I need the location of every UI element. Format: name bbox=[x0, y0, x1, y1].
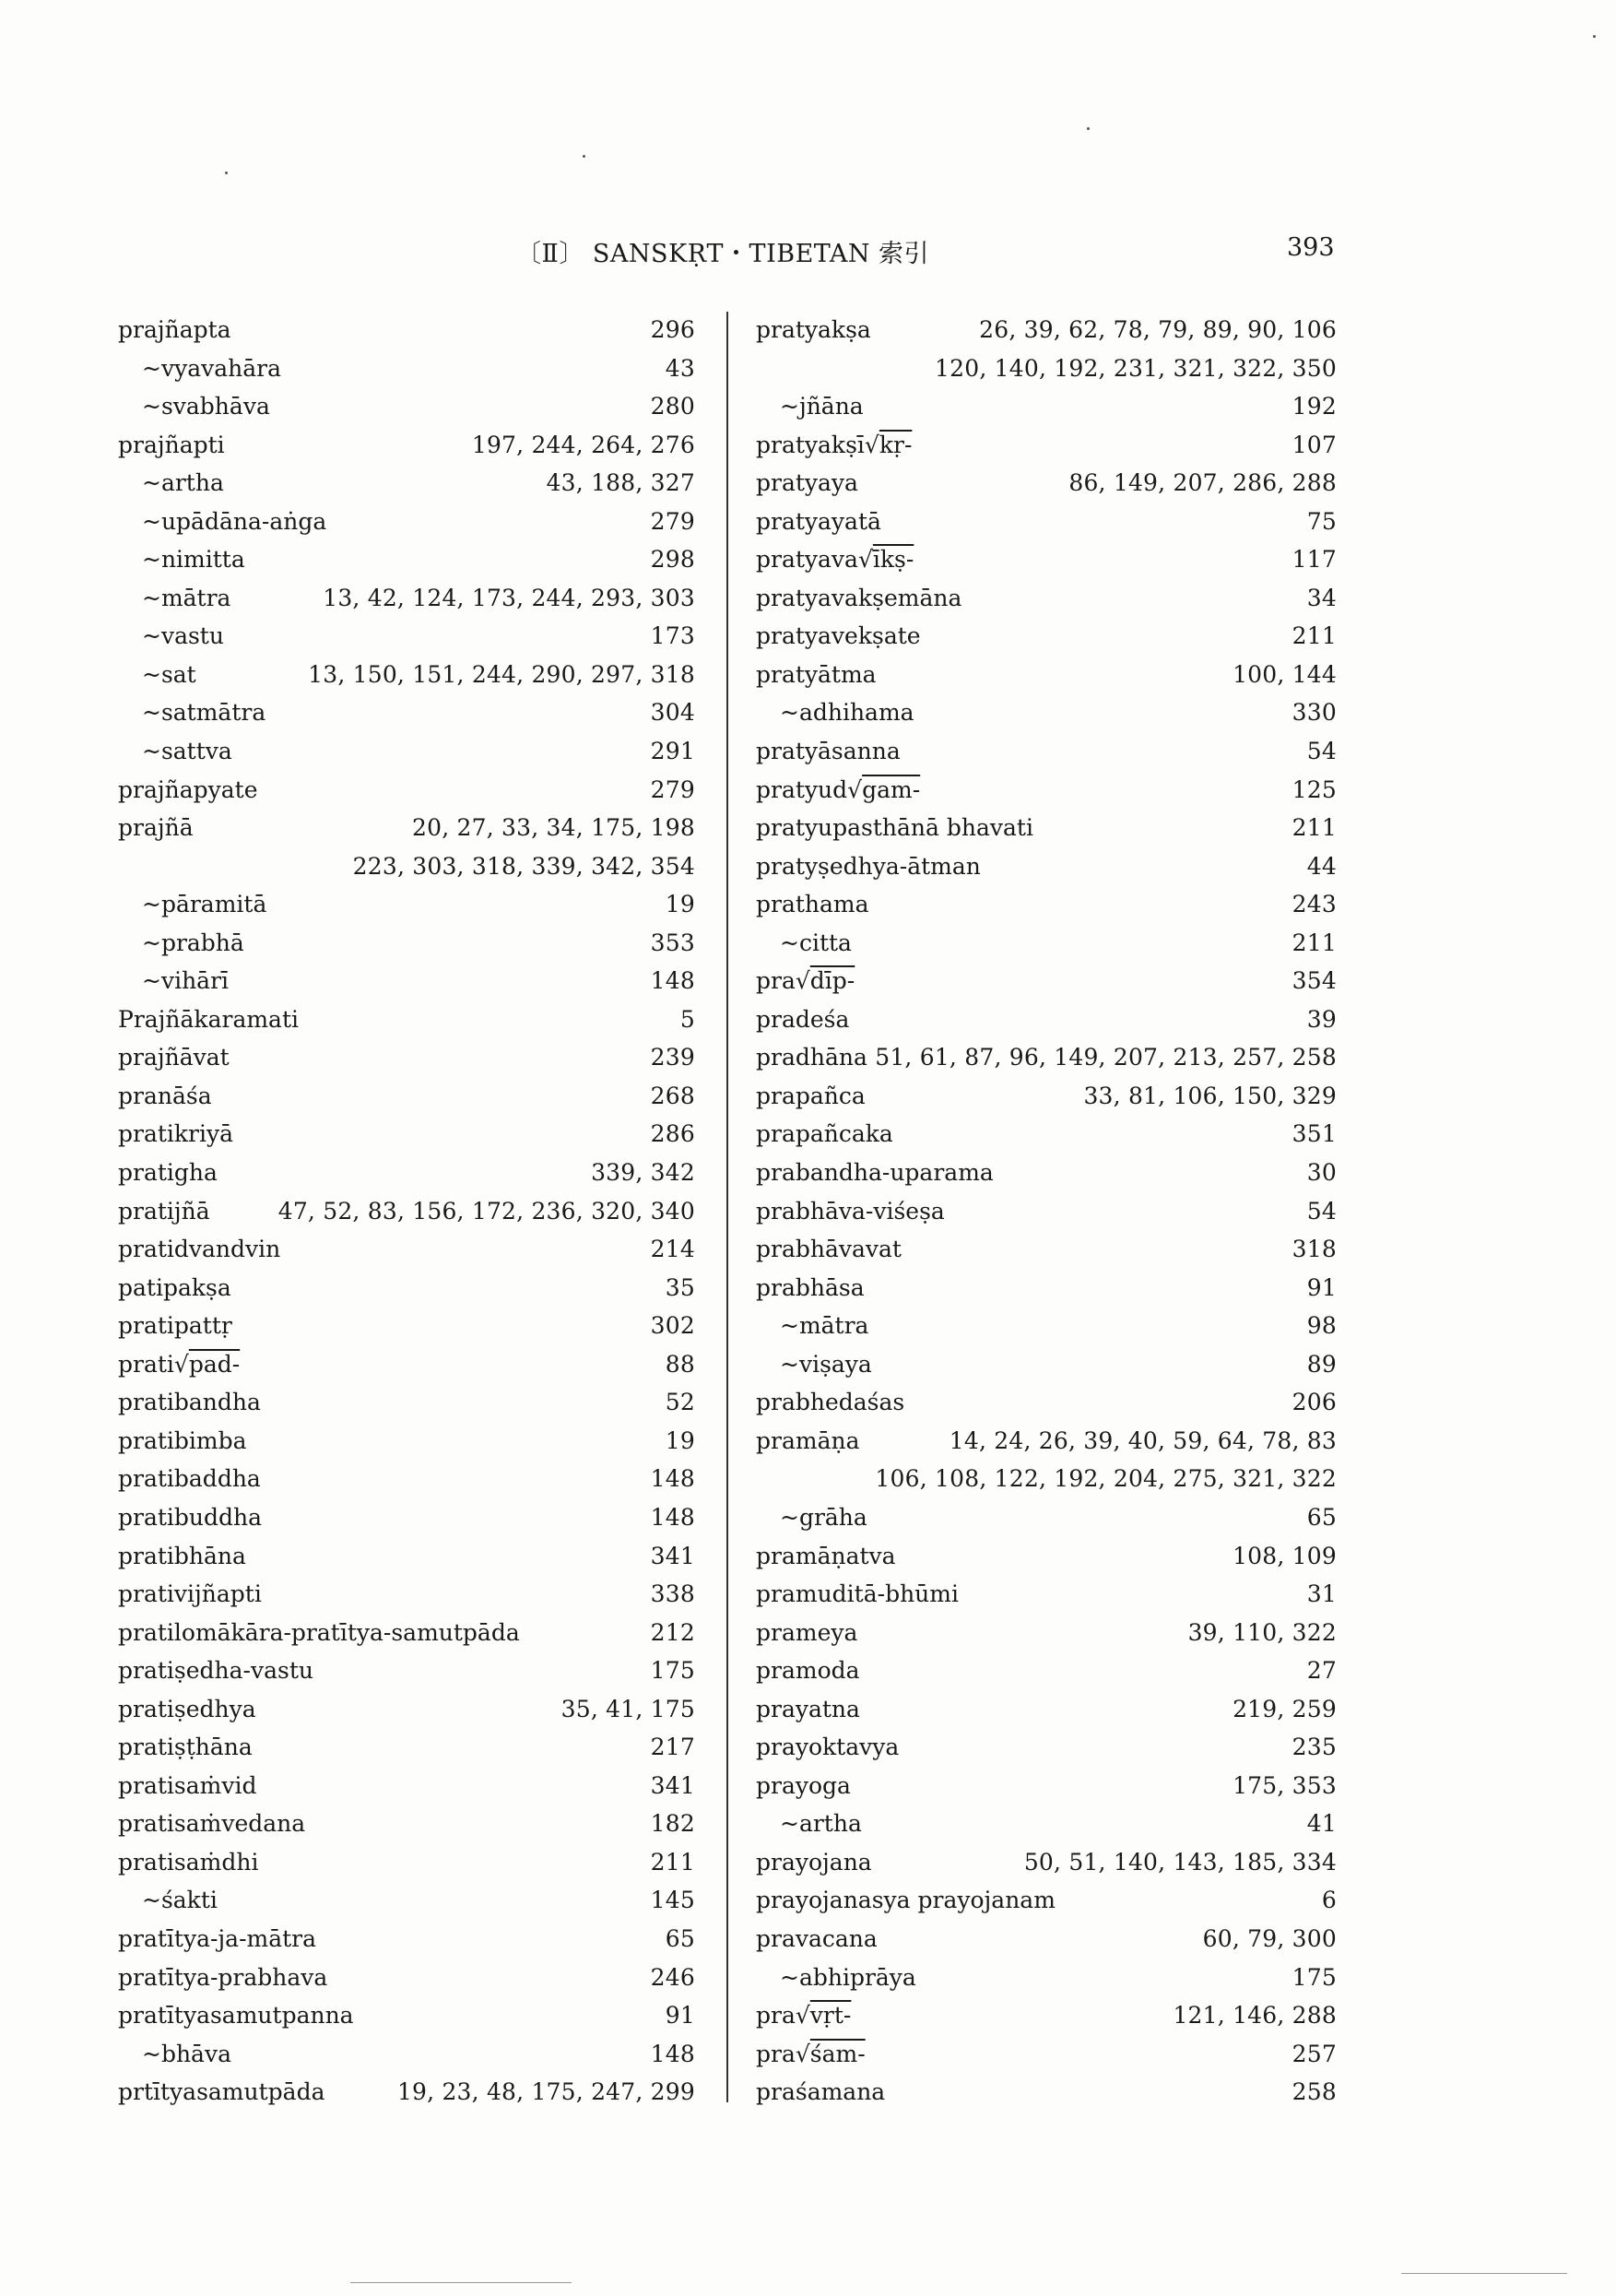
index-pages: 89 bbox=[1306, 1350, 1337, 1378]
index-term: ~pāramitā bbox=[142, 891, 267, 918]
index-term: prajñā bbox=[118, 814, 194, 842]
index-pages: 60, 79, 300 bbox=[1202, 1924, 1337, 1952]
index-entry bbox=[756, 1614, 1337, 1652]
index-pages: 279 bbox=[650, 507, 695, 535]
index-term: pratītya-ja-mātra bbox=[118, 1924, 317, 1952]
index-term: ~śakti bbox=[142, 1887, 218, 1914]
index-pages: 31 bbox=[1306, 1580, 1337, 1608]
index-entry bbox=[756, 1192, 1337, 1231]
index-entry bbox=[756, 617, 1337, 656]
index-term: pratyātma bbox=[756, 660, 877, 688]
index-term: pratyud√gam- bbox=[756, 775, 921, 803]
index-entry bbox=[756, 426, 1337, 465]
index-entry bbox=[118, 1843, 695, 1882]
index-term: Prajñākaramati bbox=[118, 1005, 299, 1033]
scan-speck bbox=[1593, 35, 1596, 38]
index-entry bbox=[118, 617, 695, 656]
index-entry bbox=[756, 1077, 1337, 1116]
index-column-left bbox=[118, 311, 695, 2112]
index-entry bbox=[756, 1460, 1337, 1498]
index-pages: 19, 23, 48, 175, 247, 299 bbox=[396, 2078, 695, 2106]
index-entry bbox=[118, 1996, 695, 2035]
index-entry bbox=[118, 2073, 695, 2112]
index-entry bbox=[118, 1115, 695, 1154]
index-pages: 217 bbox=[650, 1734, 695, 1761]
index-entry bbox=[118, 1422, 695, 1461]
scan-edge-line bbox=[1401, 2273, 1567, 2274]
index-pages: 120, 140, 192, 231, 321, 322, 350 bbox=[935, 354, 1337, 382]
index-term: pratibuddha bbox=[118, 1503, 263, 1531]
index-term: pratyayatā bbox=[756, 507, 881, 535]
index-term: pratigha bbox=[118, 1159, 218, 1187]
index-term: pratijñā bbox=[118, 1197, 210, 1225]
index-term: ~mātra bbox=[780, 1312, 869, 1340]
index-term: ~vyavahāra bbox=[142, 354, 281, 382]
index-entry bbox=[118, 1575, 695, 1614]
index-entry bbox=[118, 1767, 695, 1805]
index-pages: 279 bbox=[650, 775, 695, 803]
index-pages: 100, 144 bbox=[1233, 660, 1337, 688]
index-pages: 341 bbox=[650, 1542, 695, 1569]
index-pages: 117 bbox=[1292, 546, 1337, 574]
index-entry bbox=[756, 656, 1337, 694]
index-pages: 54 bbox=[1306, 738, 1337, 765]
index-pages: 258 bbox=[1292, 2078, 1337, 2106]
index-term: pratipattṛ bbox=[118, 1312, 232, 1340]
index-term: pramoda bbox=[756, 1657, 860, 1685]
index-term: prayojana bbox=[756, 1848, 872, 1876]
index-entry bbox=[756, 579, 1337, 618]
index-term: pratisaṁdhi bbox=[118, 1848, 259, 1876]
index-term: prativijñapti bbox=[118, 1580, 262, 1608]
index-entry bbox=[756, 847, 1337, 886]
index-entry bbox=[118, 387, 695, 426]
page-number: 393 bbox=[1287, 233, 1335, 262]
index-pages: 19 bbox=[665, 1426, 695, 1454]
index-entry bbox=[756, 885, 1337, 924]
index-entry bbox=[756, 693, 1337, 732]
index-pages: 197, 244, 264, 276 bbox=[471, 431, 695, 458]
index-pages: 211 bbox=[1292, 929, 1337, 956]
index-term: pratibaddha bbox=[118, 1465, 261, 1493]
index-term: ~upādāna-aṅga bbox=[142, 507, 327, 535]
index-pages: 47, 52, 83, 156, 172, 236, 320, 340 bbox=[277, 1197, 695, 1225]
index-term: ~vastu bbox=[142, 622, 224, 650]
index-pages: 318 bbox=[1292, 1236, 1337, 1263]
index-pages: 30 bbox=[1306, 1159, 1337, 1187]
index-pages: 298 bbox=[650, 546, 695, 574]
index-term: prathama bbox=[756, 891, 869, 918]
index-pages: 304 bbox=[650, 699, 695, 727]
index-pages: 35 bbox=[665, 1273, 695, 1301]
index-term: pra√śam- bbox=[756, 2040, 866, 2067]
index-term: ~sattva bbox=[142, 738, 232, 765]
index-term: prati√pad- bbox=[118, 1350, 241, 1378]
index-term: prayoga bbox=[756, 1771, 851, 1799]
index-pages: 296 bbox=[650, 316, 695, 343]
index-entry bbox=[756, 771, 1337, 810]
index-term: ~grāha bbox=[780, 1503, 867, 1531]
index-entry bbox=[756, 1000, 1337, 1039]
index-pages: 19 bbox=[665, 891, 695, 918]
index-term: prajñāvat bbox=[118, 1044, 230, 1071]
index-entry bbox=[756, 732, 1337, 771]
index-term: pra√vṛt- bbox=[756, 2002, 852, 2030]
index-term: pradhāna bbox=[756, 1044, 867, 1071]
index-term: pratibandha bbox=[118, 1389, 261, 1416]
index-pages: 211 bbox=[1292, 622, 1337, 650]
index-entry bbox=[118, 2035, 695, 2074]
index-term: pratītyasamutpanna bbox=[118, 2002, 354, 2030]
index-term: pratītya-prabhava bbox=[118, 1963, 328, 1991]
index-entry bbox=[756, 1269, 1337, 1308]
index-term: pramāṇa bbox=[756, 1426, 860, 1454]
index-pages: 91 bbox=[1306, 1273, 1337, 1301]
index-pages: 43, 188, 327 bbox=[546, 469, 695, 497]
index-pages: 330 bbox=[1292, 699, 1337, 727]
index-entry bbox=[756, 464, 1337, 503]
index-entry bbox=[118, 693, 695, 732]
index-entry bbox=[756, 387, 1337, 426]
index-term: pratisaṁvid bbox=[118, 1771, 257, 1799]
index-term: pratyavekṣate bbox=[756, 622, 921, 650]
index-pages: 27 bbox=[1306, 1657, 1337, 1685]
index-entry bbox=[118, 847, 695, 886]
index-entry bbox=[118, 349, 695, 388]
index-term: prabandha-uparama bbox=[756, 1159, 994, 1187]
index-entry bbox=[756, 924, 1337, 963]
index-term: prajñapyate bbox=[118, 775, 258, 803]
index-term: pratilomākāra-pratītya-samutpāda bbox=[118, 1618, 520, 1646]
index-pages: 65 bbox=[665, 1924, 695, 1952]
index-entry bbox=[756, 1154, 1337, 1192]
index-entry bbox=[118, 885, 695, 924]
index-entry bbox=[756, 1422, 1337, 1461]
index-entry bbox=[756, 1805, 1337, 1843]
index-term: praśamana bbox=[756, 2078, 886, 2106]
index-pages: 239 bbox=[650, 1044, 695, 1071]
scan-edge-line bbox=[350, 2282, 572, 2283]
index-term: pravacana bbox=[756, 1924, 878, 1952]
index-entry bbox=[756, 1996, 1337, 2035]
index-entry bbox=[756, 1843, 1337, 1882]
index-entry bbox=[118, 1307, 695, 1345]
index-entry bbox=[118, 1959, 695, 1997]
index-pages: 173 bbox=[650, 622, 695, 650]
index-pages: 52 bbox=[665, 1389, 695, 1416]
index-pages: 211 bbox=[650, 1848, 695, 1876]
index-pages: 211 bbox=[1292, 814, 1337, 842]
index-term: ~prabhā bbox=[142, 929, 244, 956]
index-pages: 34 bbox=[1306, 584, 1337, 611]
index-term: prayojanasya prayojanam bbox=[756, 1887, 1056, 1914]
index-pages: 206 bbox=[1292, 1389, 1337, 1416]
index-pages: 148 bbox=[650, 2040, 695, 2067]
index-pages: 175 bbox=[1292, 1963, 1337, 1991]
index-term: ~sat bbox=[142, 660, 196, 688]
index-term: prapañca bbox=[756, 1082, 866, 1109]
index-entry bbox=[756, 2035, 1337, 2074]
index-entry bbox=[118, 1192, 695, 1231]
index-entry bbox=[118, 1460, 695, 1498]
index-pages: 219, 259 bbox=[1233, 1695, 1337, 1722]
index-term: pratyavakṣemāna bbox=[756, 584, 962, 611]
index-term: ~vihārī bbox=[142, 967, 230, 995]
index-entry bbox=[756, 1115, 1337, 1154]
index-pages: 257 bbox=[1292, 2040, 1337, 2067]
scan-speck bbox=[225, 172, 228, 174]
index-term: pratyṣedhya-ātman bbox=[756, 852, 981, 880]
index-term: pratiṣedha-vastu bbox=[118, 1657, 313, 1685]
index-pages: 223, 303, 318, 339, 342, 354 bbox=[352, 852, 695, 880]
index-pages: 351 bbox=[1292, 1120, 1337, 1148]
index-entry bbox=[756, 962, 1337, 1000]
index-term: ~adhihama bbox=[780, 699, 914, 727]
index-entry bbox=[118, 809, 695, 847]
index-pages: 302 bbox=[650, 1312, 695, 1340]
index-entry bbox=[756, 1575, 1337, 1614]
index-pages: 86, 149, 207, 286, 288 bbox=[1068, 469, 1337, 497]
index-pages: 280 bbox=[650, 393, 695, 420]
index-term: pradeśa bbox=[756, 1005, 850, 1033]
index-entry bbox=[118, 426, 695, 465]
scan-speck bbox=[583, 155, 585, 158]
index-term: ~abhiprāya bbox=[780, 1963, 916, 1991]
index-entry bbox=[756, 1881, 1337, 1920]
index-pages: 88 bbox=[665, 1350, 695, 1378]
index-pages: 212 bbox=[650, 1618, 695, 1646]
page-header bbox=[0, 233, 1616, 270]
index-entry bbox=[118, 1728, 695, 1767]
index-term: pratibimba bbox=[118, 1426, 247, 1454]
index-entry bbox=[118, 311, 695, 349]
index-pages: 338 bbox=[650, 1580, 695, 1608]
index-term: prajñapti bbox=[118, 431, 225, 458]
index-entry bbox=[756, 1038, 1337, 1077]
index-entry bbox=[756, 349, 1337, 388]
index-pages: 175, 353 bbox=[1233, 1771, 1337, 1799]
index-entry bbox=[756, 1728, 1337, 1767]
index-pages: 39, 110, 322 bbox=[1187, 1618, 1337, 1646]
index-term: prtītyasamutpāda bbox=[118, 2078, 325, 2106]
index-entry bbox=[756, 1537, 1337, 1576]
index-entry bbox=[118, 1269, 695, 1308]
index-entry bbox=[118, 1383, 695, 1422]
index-entry bbox=[756, 1383, 1337, 1422]
index-pages: 192 bbox=[1292, 393, 1337, 420]
index-pages: 354 bbox=[1292, 967, 1337, 995]
index-pages: 339, 342 bbox=[591, 1159, 695, 1187]
index-entry bbox=[118, 503, 695, 541]
index-entry bbox=[756, 1651, 1337, 1690]
index-entry bbox=[118, 732, 695, 771]
index-pages: 13, 42, 124, 173, 244, 293, 303 bbox=[323, 584, 695, 611]
index-pages: 108, 109 bbox=[1233, 1542, 1337, 1569]
index-entry bbox=[756, 1498, 1337, 1537]
index-term: pratyava√īkṣ- bbox=[756, 546, 914, 574]
index-entry bbox=[118, 579, 695, 618]
index-entry bbox=[118, 1000, 695, 1039]
index-entry bbox=[756, 1345, 1337, 1384]
index-pages: 5 bbox=[679, 1005, 695, 1033]
index-term: ~svabhāva bbox=[142, 393, 270, 420]
index-entry bbox=[756, 809, 1337, 847]
index-pages: 286 bbox=[650, 1120, 695, 1148]
index-pages: 20, 27, 33, 34, 175, 198 bbox=[412, 814, 695, 842]
index-entry bbox=[756, 1307, 1337, 1345]
index-term: prayatna bbox=[756, 1695, 860, 1722]
index-pages: 50, 51, 140, 143, 185, 334 bbox=[1023, 1848, 1337, 1876]
index-pages: 121, 146, 288 bbox=[1173, 2002, 1337, 2030]
index-entry bbox=[756, 311, 1337, 349]
index-term: prabhedaśas bbox=[756, 1389, 905, 1416]
index-entry bbox=[118, 1920, 695, 1959]
index-term: pramuditā-bhūmi bbox=[756, 1580, 959, 1608]
index-entry bbox=[118, 1805, 695, 1843]
index-entry bbox=[756, 1230, 1337, 1269]
index-term: pratyakṣī√kṛ- bbox=[756, 431, 913, 458]
index-pages: 246 bbox=[650, 1963, 695, 1991]
column-divider bbox=[726, 312, 728, 2102]
index-entry bbox=[118, 1537, 695, 1576]
index-pages: 91 bbox=[665, 2002, 695, 2030]
index-term: pramāṇatva bbox=[756, 1542, 896, 1569]
index-term: ~citta bbox=[780, 929, 852, 956]
running-title: 〔Ⅱ〕 SANSKṚT・TIBETAN 索引 bbox=[516, 240, 930, 268]
index-term: ~jñāna bbox=[780, 393, 864, 420]
index-entry bbox=[118, 464, 695, 503]
index-pages: 106, 108, 122, 192, 204, 275, 321, 322 bbox=[875, 1465, 1337, 1493]
index-term: ~nimitta bbox=[142, 546, 245, 574]
index-pages: 145 bbox=[650, 1887, 695, 1914]
index-pages: 148 bbox=[650, 1465, 695, 1493]
index-entry bbox=[756, 2073, 1337, 2112]
index-pages: 35, 41, 175 bbox=[560, 1695, 695, 1722]
index-pages: 41 bbox=[1306, 1810, 1337, 1838]
index-entry bbox=[118, 1881, 695, 1920]
index-pages: 65 bbox=[1306, 1503, 1337, 1531]
index-column-right bbox=[756, 311, 1337, 2112]
index-term: prapañcaka bbox=[756, 1120, 893, 1148]
index-term: pratyupasthānā bhavati bbox=[756, 814, 1033, 842]
index-pages: 107 bbox=[1292, 431, 1337, 458]
index-pages: 6 bbox=[1321, 1887, 1337, 1914]
index-pages: 44 bbox=[1306, 852, 1337, 880]
index-pages: 353 bbox=[650, 929, 695, 956]
index-term: ~artha bbox=[142, 469, 224, 497]
index-entry bbox=[756, 1959, 1337, 1997]
index-pages: 39 bbox=[1306, 1005, 1337, 1033]
index-pages: 341 bbox=[650, 1771, 695, 1799]
index-pages: 235 bbox=[1292, 1734, 1337, 1761]
index-pages: 14, 24, 26, 39, 40, 59, 64, 78, 83 bbox=[949, 1426, 1337, 1454]
index-term: prayoktavya bbox=[756, 1734, 900, 1761]
index-entry bbox=[118, 1230, 695, 1269]
index-pages: 26, 39, 62, 78, 79, 89, 90, 106 bbox=[979, 316, 1337, 343]
index-entry bbox=[118, 1345, 695, 1384]
index-entry bbox=[118, 1498, 695, 1537]
index-pages: 268 bbox=[650, 1082, 695, 1109]
index-pages: 125 bbox=[1292, 775, 1337, 803]
index-entry bbox=[756, 503, 1337, 541]
index-entry bbox=[756, 1767, 1337, 1805]
index-pages: 243 bbox=[1292, 891, 1337, 918]
index-pages: 148 bbox=[650, 1503, 695, 1531]
index-term: ~bhāva bbox=[142, 2040, 231, 2067]
index-pages: 13, 150, 151, 244, 290, 297, 318 bbox=[308, 660, 695, 688]
index-term: prameya bbox=[756, 1618, 858, 1646]
index-pages: 33, 81, 106, 150, 329 bbox=[1083, 1082, 1337, 1109]
index-entry bbox=[118, 1154, 695, 1192]
index-entry bbox=[118, 1651, 695, 1690]
index-term: patipakṣa bbox=[118, 1273, 231, 1301]
index-pages: 291 bbox=[650, 738, 695, 765]
index-term: ~mātra bbox=[142, 584, 231, 611]
index-entry bbox=[118, 771, 695, 810]
index-entry bbox=[118, 1038, 695, 1077]
index-entry bbox=[118, 1690, 695, 1729]
index-entry bbox=[756, 540, 1337, 579]
index-pages: 54 bbox=[1306, 1197, 1337, 1225]
index-term: ~satmātra bbox=[142, 699, 266, 727]
index-term: prabhāvavat bbox=[756, 1236, 902, 1263]
index-term: pratisaṁvedana bbox=[118, 1810, 306, 1838]
index-pages: 175 bbox=[650, 1657, 695, 1685]
index-pages: 98 bbox=[1306, 1312, 1337, 1340]
index-term: pratiṣedhya bbox=[118, 1695, 256, 1722]
index-entry bbox=[118, 1077, 695, 1116]
index-pages: 214 bbox=[650, 1236, 695, 1263]
index-entry bbox=[118, 540, 695, 579]
index-term: prabhāsa bbox=[756, 1273, 865, 1301]
index-entry bbox=[756, 1920, 1337, 1959]
index-pages: 148 bbox=[650, 967, 695, 995]
index-entry bbox=[118, 656, 695, 694]
index-term: pratibhāna bbox=[118, 1542, 246, 1569]
index-entry bbox=[118, 962, 695, 1000]
index-term: pratyaya bbox=[756, 469, 858, 497]
index-pages: 51, 61, 87, 96, 149, 207, 213, 257, 258 bbox=[875, 1044, 1337, 1071]
index-term: pratiṣṭhāna bbox=[118, 1734, 253, 1761]
index-entry bbox=[756, 1690, 1337, 1729]
index-term: pratikriyā bbox=[118, 1120, 234, 1148]
index-term: ~artha bbox=[780, 1810, 862, 1838]
index-pages: 182 bbox=[650, 1810, 695, 1838]
index-entry bbox=[118, 1614, 695, 1652]
index-pages: 43 bbox=[665, 354, 695, 382]
index-term: pratidvandvin bbox=[118, 1236, 281, 1263]
index-term: ~viṣaya bbox=[780, 1350, 872, 1378]
index-term: pratyakṣa bbox=[756, 316, 871, 343]
index-term: pranāśa bbox=[118, 1082, 212, 1109]
index-term: prabhāva-viśeṣa bbox=[756, 1197, 945, 1225]
scan-speck bbox=[1087, 127, 1090, 130]
index-entry bbox=[118, 924, 695, 963]
index-pages: 75 bbox=[1306, 507, 1337, 535]
index-term: prajñapta bbox=[118, 316, 231, 343]
index-term: pratyāsanna bbox=[756, 738, 901, 765]
index-term: pra√dīp- bbox=[756, 967, 855, 995]
